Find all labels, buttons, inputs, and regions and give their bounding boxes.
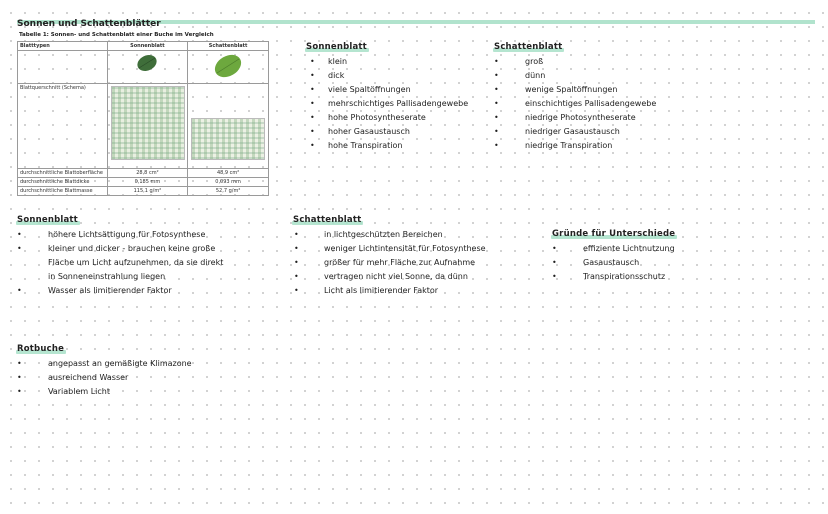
shade-value: 48,9 cm²	[188, 169, 269, 178]
header-cell: Schattenblatt	[188, 42, 269, 51]
list-item-continuation: in Sonneneinstrahlung liegen	[48, 272, 166, 281]
list-item: • Transpirationsschutz	[552, 272, 666, 281]
list-item: • hohe Transpiration	[310, 141, 403, 150]
list-item: • viele Spaltöffnungen	[310, 85, 411, 94]
sun-leaf-cross-section-image	[111, 86, 185, 160]
list-item: • weniger Lichtintensität für Fotosynthese	[294, 244, 486, 253]
list-item: • ausreichend Wasser	[17, 373, 129, 382]
rotbuche-list	[17, 357, 237, 399]
list-item: • dünn	[494, 71, 546, 80]
sun-value: 28,8 cm²	[107, 169, 188, 178]
list-item: • niedrige Transpiration	[494, 141, 613, 150]
schattenblatt-notes-list	[294, 228, 534, 298]
list-item: • hoher Gasaustausch	[310, 127, 410, 136]
list-item: • einschichtiges Pallisadengewebe	[494, 99, 657, 108]
list-item: • dick	[310, 71, 345, 80]
list-item: • klein	[310, 57, 348, 66]
list-item: • hohe Photosyntheserate	[310, 113, 426, 122]
list-item: • angepasst an gemäßigte Klimazone	[17, 359, 192, 368]
table-caption: Tabelle 1: Sonnen- und Schattenblatt einer Buche im Vergleich	[19, 32, 214, 38]
list-item: • mehrschichtiges Pallisadengewebe	[310, 99, 469, 108]
shade-value: 0,093 mm	[188, 178, 269, 187]
shade-leaf-icon	[211, 52, 245, 80]
list-item: • Gasaustausch	[552, 258, 640, 267]
list-item: • Licht als limitierender Faktor	[294, 286, 439, 295]
sonnenblatt-notes-heading: Sonnenblatt	[17, 215, 78, 225]
list-item: • effiziente Lichtnutzung	[552, 244, 675, 253]
list-item: • höhere Lichtsättigung für Fotosynthese	[17, 230, 206, 239]
sun-leaf-cell	[107, 51, 188, 84]
list-item: • in lichtgeschützten Bereichen	[294, 230, 443, 239]
sun-value: 115,1 g/m²	[107, 187, 188, 196]
gruende-list	[552, 242, 752, 284]
schattenblatt-notes-heading: Schattenblatt	[293, 215, 362, 225]
list-item: • kleiner und dicker - brauchen keine große	[17, 244, 216, 253]
row-label: durchschnittliche Blattoberfläche	[18, 169, 108, 178]
list-item: • Variablem Licht	[17, 387, 111, 396]
header-cell: Sonnenblatt	[107, 42, 188, 51]
table-row	[18, 178, 269, 187]
sun-value: 0,185 mm	[107, 178, 188, 187]
table-row	[18, 187, 269, 196]
schattenblatt-list	[494, 55, 694, 153]
list-item: • wenige Spaltöffnungen	[494, 85, 618, 94]
page-title: Sonnen und Schattenblätter	[17, 19, 161, 29]
gruende-heading: Gründe für Unterschiede	[552, 229, 676, 239]
list-item: • niedriger Gasaustausch	[494, 127, 620, 136]
row-label: durchschnittliche Blattdicke	[18, 178, 108, 187]
rotbuche-heading: Rotbuche	[17, 344, 65, 354]
shade-value: 52,7 g/m²	[188, 187, 269, 196]
list-item: • Wasser als limitierender Faktor	[17, 286, 172, 295]
list-item: • vertragen nicht viel Sonne, da dünn	[294, 272, 468, 281]
sonnenblatt-list	[310, 55, 490, 153]
list-item: • größer für mehr Fläche zur Aufnahme	[294, 258, 476, 267]
leaf-image-row	[18, 51, 269, 84]
sun-leaf-icon	[134, 52, 160, 74]
table-row	[18, 169, 269, 178]
sonnenblatt-notes-list	[17, 228, 287, 298]
cross-section-label: Blattquerschnitt (Schema)	[18, 84, 108, 169]
schattenblatt-heading: Schattenblatt	[494, 42, 563, 52]
sonnenblatt-heading: Sonnenblatt	[306, 42, 367, 52]
list-item: • groß	[494, 57, 544, 66]
row-label: durchschnittliche Blattmasse	[18, 187, 108, 196]
header-cell: Blatttypen	[18, 42, 108, 51]
shade-leaf-cross-section-image	[191, 118, 265, 160]
list-item-continuation: Fläche um Licht aufzunehmen, da sie direkt	[48, 258, 224, 267]
table-header-row	[18, 42, 269, 51]
page-title-block	[17, 11, 815, 30]
list-item: • niedrige Photosyntheserate	[494, 113, 636, 122]
shade-leaf-cell	[188, 51, 269, 84]
